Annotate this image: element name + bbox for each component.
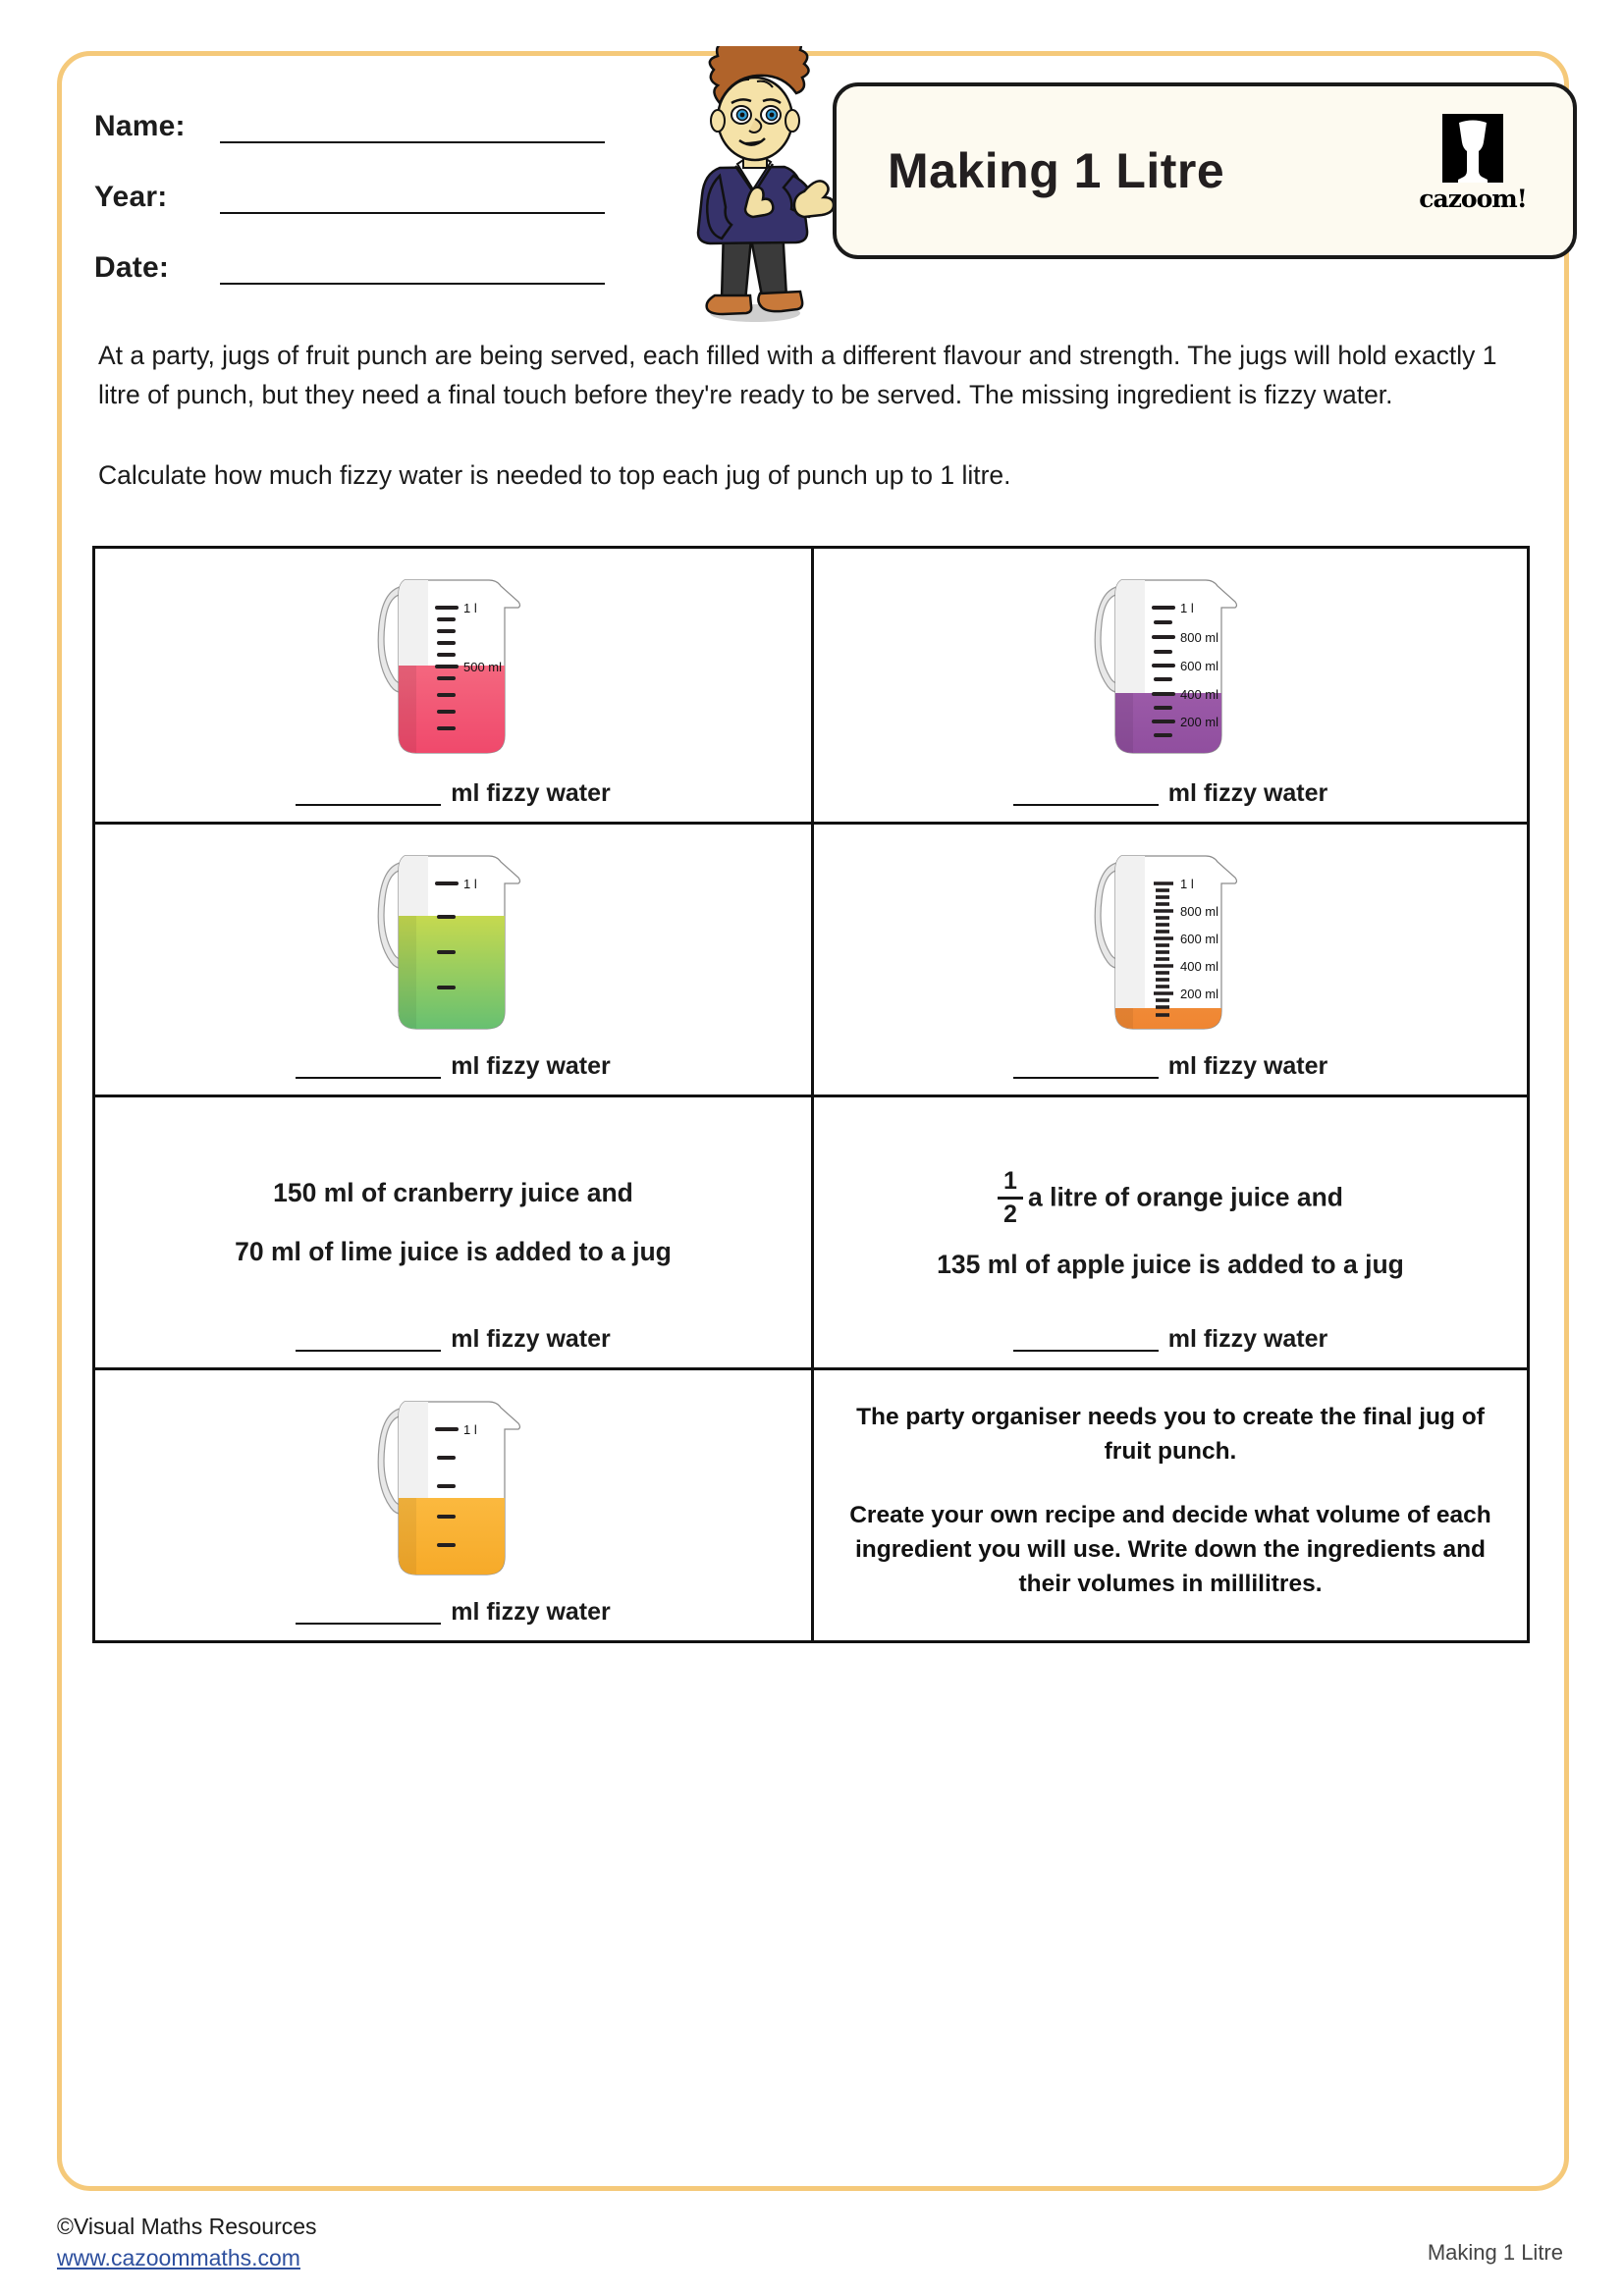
- answer-suffix-q7: ml fizzy water: [451, 1598, 611, 1626]
- page-title: Making 1 Litre: [888, 143, 1225, 198]
- question-cell-q4: [811, 822, 1527, 1095]
- answer-suffix-q5: ml fizzy water: [451, 1325, 611, 1353]
- question-cell-q8: [811, 1367, 1527, 1640]
- answer-blank-q5[interactable]: [296, 1326, 441, 1352]
- svg-text:1 l: 1 l: [462, 601, 477, 615]
- svg-text:600 ml: 600 ml: [1180, 932, 1219, 946]
- answer-suffix-q4: ml fizzy water: [1167, 1052, 1328, 1080]
- answer-line-q5: [95, 1326, 811, 1352]
- jug-illustration-q1: [95, 566, 811, 763]
- question-cell-q5: [95, 1095, 811, 1367]
- svg-text:800 ml: 800 ml: [1180, 904, 1219, 919]
- answer-suffix-q1: ml fizzy water: [451, 779, 611, 807]
- jug-illustration-q3: [95, 842, 811, 1039]
- jug-illustration-q7: [95, 1388, 811, 1584]
- name-input-line[interactable]: [220, 110, 605, 143]
- question-grid: [92, 546, 1530, 1643]
- svg-text:400 ml: 400 ml: [1180, 959, 1219, 974]
- task-text-q8: [843, 1400, 1497, 1601]
- footer-right-title: Making 1 Litre: [1427, 2240, 1563, 2265]
- svg-text:400 ml: 400 ml: [1180, 687, 1219, 702]
- grid-row-2: [95, 822, 1527, 1095]
- grid-row-1: [95, 549, 1527, 822]
- question-cell-q6: [811, 1095, 1527, 1367]
- year-input-line[interactable]: [220, 181, 605, 214]
- fraction-one-half: [998, 1169, 1023, 1227]
- student-info-fields: [94, 98, 605, 310]
- name-field-label: Name:: [94, 110, 186, 142]
- date-field-row: [94, 240, 605, 285]
- answer-blank-q7[interactable]: [296, 1599, 441, 1625]
- answer-blank-q3[interactable]: [296, 1053, 441, 1079]
- svg-text:1 l: 1 l: [462, 877, 477, 891]
- copyright-text: ©Visual Maths Resources: [57, 2214, 317, 2239]
- name-field-row: [94, 98, 605, 143]
- jug-illustration-q4: [814, 842, 1527, 1039]
- question-cell-q2: [811, 549, 1527, 822]
- year-field-label: Year:: [94, 181, 168, 213]
- answer-blank-q1[interactable]: [296, 780, 441, 806]
- grid-row-4: [95, 1367, 1527, 1640]
- svg-text:1 l: 1 l: [1180, 601, 1194, 615]
- date-field-label: Date:: [94, 251, 170, 284]
- question-cell-q3: [95, 822, 811, 1095]
- jug-illustration-q2: [814, 566, 1527, 763]
- q8-paragraph-2: Create your own recipe and decide what volume of each ingredient you will use. Write down the ingredients and their volumes in millilitres.: [849, 1502, 1491, 1597]
- q6-line-2: 135 ml of apple juice is added to a jug: [937, 1250, 1404, 1279]
- answer-line-q6: [814, 1326, 1527, 1352]
- answer-blank-q4[interactable]: [1013, 1053, 1159, 1079]
- svg-text:200 ml: 200 ml: [1180, 715, 1219, 729]
- answer-suffix-q6: ml fizzy water: [1167, 1325, 1328, 1353]
- svg-text:800 ml: 800 ml: [1180, 630, 1219, 645]
- fraction-numerator: 1: [1003, 1167, 1017, 1195]
- answer-line-q4: [814, 1053, 1527, 1079]
- q5-line-2: 70 ml of lime juice is added to a jug: [235, 1237, 672, 1266]
- q8-paragraph-1: The party organiser needs you to create the final jug of fruit punch.: [856, 1404, 1485, 1465]
- footer-left: [57, 2211, 317, 2273]
- answer-blank-q2[interactable]: [1013, 780, 1159, 806]
- svg-text:500 ml: 500 ml: [462, 660, 502, 674]
- cazoom-jug-logo-icon: [1442, 114, 1503, 183]
- q6-line-1: a litre of orange juice and: [1027, 1182, 1343, 1212]
- answer-suffix-q2: ml fizzy water: [1167, 779, 1328, 807]
- boy-mascot-icon: [661, 46, 847, 331]
- year-field-row: [94, 169, 605, 214]
- svg-text:600 ml: 600 ml: [1180, 659, 1219, 673]
- intro-paragraph-1: At a party, jugs of fruit punch are being served, each filled with a different flavour and strength. The jugs will hold exactly 1 litre of punch, but they need a final touch before they're ready to be served. The missing ingredient is fizzy water.: [98, 341, 1497, 409]
- fraction-denominator: 2: [1003, 1201, 1017, 1228]
- intro-paragraph-2: Calculate how much fizzy water is needed to top each jug of punch up to 1 litre.: [98, 460, 1011, 490]
- answer-line-q7: [95, 1599, 811, 1625]
- question-cell-q7: [95, 1367, 811, 1640]
- svg-text:200 ml: 200 ml: [1180, 987, 1219, 1001]
- answer-line-q2: [814, 780, 1527, 806]
- website-link[interactable]: www.cazoommaths.com: [57, 2245, 300, 2270]
- question-cell-q1: [95, 549, 811, 822]
- cazoom-logo-text: cazoom!: [1419, 185, 1527, 213]
- answer-line-q1: [95, 780, 811, 806]
- answer-blank-q6[interactable]: [1013, 1326, 1159, 1352]
- cazoom-logo: [1414, 114, 1532, 236]
- svg-text:1 l: 1 l: [462, 1422, 477, 1437]
- date-input-line[interactable]: [220, 251, 605, 285]
- question-text-q5: [121, 1170, 785, 1274]
- fraction-bar: [998, 1197, 1023, 1200]
- answer-suffix-q3: ml fizzy water: [451, 1052, 611, 1080]
- title-plaque: [833, 82, 1577, 259]
- grid-row-3: [95, 1095, 1527, 1367]
- svg-text:1 l: 1 l: [1180, 877, 1194, 891]
- intro-text: [98, 336, 1512, 495]
- worksheet-header: [57, 51, 1569, 292]
- question-text-q6: [839, 1167, 1501, 1287]
- answer-line-q3: [95, 1053, 811, 1079]
- q5-line-1: 150 ml of cranberry juice and: [273, 1178, 633, 1207]
